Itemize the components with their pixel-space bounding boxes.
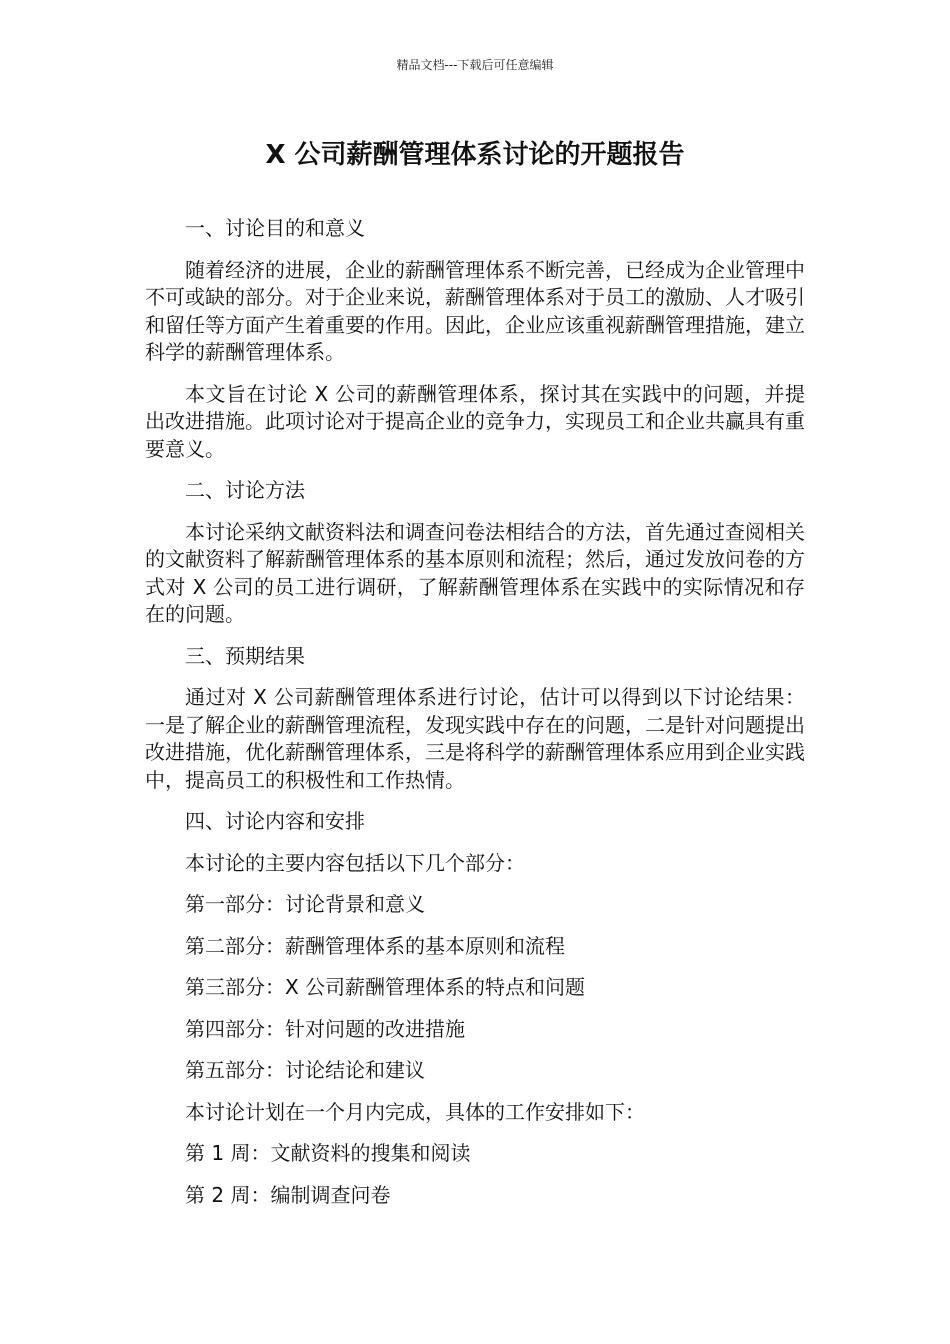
- list-item: 第 1 周：文献资料的搜集和阅读: [185, 1141, 471, 1165]
- section-heading-method: 二、讨论方法: [185, 478, 305, 502]
- section-heading-content-schedule: 四、讨论内容和安排: [185, 809, 365, 833]
- section-heading-expected-results: 三、预期结果: [185, 643, 305, 668]
- paragraph: 本讨论采纳文献资料法和调查问卷法相结合的方法，首先通过查阅相关的文献资料了解薪酬管理体系的基本原则和流程；然后，通过发放问卷的方式对 X 公司的员工进行调研，了解薪酬管理体系在实践中的实际情况和存在的问题。: [145, 519, 805, 626]
- list-item: 第四部分：针对问题的改进措施: [185, 1016, 465, 1041]
- list-item: 第二部分：薪酬管理体系的基本原则和流程: [185, 933, 565, 958]
- paragraph: 随着经济的进展，企业的薪酬管理体系不断完善，已经成为企业管理中不可或缺的部分。对于企业来说，薪酬管理体系对于员工的激励、人才吸引和留任等方面产生着重要的作用。因此，企业应该重视薪酬管理措施，建立科学的薪酬管理体系。: [145, 257, 805, 364]
- list-item: 第 2 周：编制调查问卷: [185, 1182, 391, 1207]
- paragraph: 通过对 X 公司薪酬管理体系进行讨论，估计可以得到以下讨论结果：一是了解企业的薪酬管理流程，发现实践中存在的问题，二是针对问题提出改进措施，优化薪酬管理体系，三是将科学的薪酬管理体系应用到企业实践中，提高员工的积极性和工作热情。: [145, 685, 805, 792]
- section-heading-purpose: 一、讨论目的和意义: [185, 216, 365, 240]
- list-item: 第五部分：讨论结论和建议: [185, 1058, 425, 1082]
- header-note: 精品文档---下载后可任意编辑: [396, 58, 554, 72]
- list-item: 第三部分：X 公司薪酬管理体系的特点和问题: [185, 975, 586, 999]
- paragraph: 本讨论计划在一个月内完成，具体的工作安排如下：: [185, 1099, 645, 1124]
- paragraph: 本讨论的主要内容包括以下几个部分：: [185, 850, 525, 875]
- list-item: 第一部分：讨论背景和意义: [185, 892, 425, 916]
- document-body: [145, 215, 805, 1223]
- paragraph: 本文旨在讨论 X 公司的薪酬管理体系，探讨其在实践中的问题，并提出改进措施。此项讨论对于提高企业的竞争力，实现员工和企业共赢具有重要意义。: [145, 381, 805, 461]
- document-title: X 公司薪酬管理体系讨论的开题报告: [265, 140, 685, 170]
